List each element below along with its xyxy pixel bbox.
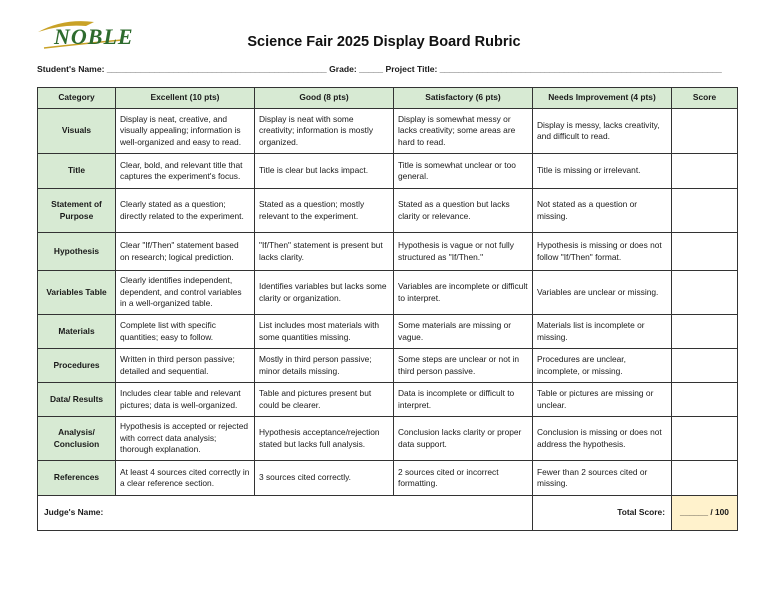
cell-good: Identifies variables but lacks some clarity or organization. [255,271,394,315]
judge-name-label[interactable]: Judge's Name: [38,496,533,531]
score-cell[interactable] [672,154,738,189]
column-header-good: Good (8 pts) [255,88,394,109]
row-category: Statement of Purpose [38,189,116,233]
table-row [38,349,738,383]
logo-text: NOBLE [54,24,134,49]
table-row [38,315,738,349]
cell-satisfactory: Variables are incomplete or difficult to interpret. [394,271,533,315]
cell-excellent: Includes clear table and relevant pictures; data is well-organized. [116,383,255,417]
score-cell[interactable] [672,189,738,233]
cell-excellent: At least 4 sources cited correctly in a clear reference section. [116,461,255,496]
cell-satisfactory: Some steps are unclear or not in third person passive. [394,349,533,383]
cell-good: Display is neat with some creativity; information is mostly organized. [255,109,394,154]
score-cell[interactable] [672,271,738,315]
cell-excellent: Display is neat, creative, and visually appealing; information is well-organized and easy to read. [116,109,255,154]
cell-excellent: Clear "If/Then" statement based on research; logical prediction. [116,233,255,271]
cell-good: List includes most materials with some quantities missing. [255,315,394,349]
cell-needs-improvement: Materials list is incomplete or missing. [533,315,672,349]
cell-excellent: Hypothesis is accepted or rejected with correct data analysis; thorough explanation. [116,417,255,461]
cell-good: Stated as a question; mostly relevant to the experiment. [255,189,394,233]
cell-satisfactory: Title is somewhat unclear or too general. [394,154,533,189]
cell-good: Hypothesis acceptance/rejection stated but lacks full analysis. [255,417,394,461]
cell-excellent: Clearly identifies independent, dependent, and control variables in a well-organized table. [116,271,255,315]
score-cell[interactable] [672,349,738,383]
row-category: Procedures [38,349,116,383]
cell-needs-improvement: Display is messy, lacks creativity, and difficult to read. [533,109,672,154]
score-cell[interactable] [672,233,738,271]
table-row [38,417,738,461]
cell-needs-improvement: Variables are unclear or missing. [533,271,672,315]
row-category: Variables Table [38,271,116,315]
cell-needs-improvement: Hypothesis is missing or does not follow "If/Then" format. [533,233,672,271]
cell-good: Mostly in third person passive; minor details missing. [255,349,394,383]
page-title: Science Fair 2025 Display Board Rubric [247,34,521,50]
cell-good: Table and pictures present but could be clearer. [255,383,394,417]
cell-satisfactory: Data is incomplete or difficult to interpret. [394,383,533,417]
table-row [38,383,738,417]
total-score-field[interactable]: ______ / 100 [672,496,738,531]
table-row [38,461,738,496]
score-cell[interactable] [672,461,738,496]
table-row [38,271,738,315]
score-cell[interactable] [672,383,738,417]
cell-satisfactory: Display is somewhat messy or lacks creativity; some areas are hard to read. [394,109,533,154]
cell-excellent: Clearly stated as a question; directly related to the experiment. [116,189,255,233]
row-category: References [38,461,116,496]
cell-needs-improvement: Title is missing or irrelevant. [533,154,672,189]
cell-good: "If/Then" statement is present but lacks clarity. [255,233,394,271]
cell-needs-improvement: Table or pictures are missing or unclear. [533,383,672,417]
score-cell[interactable] [672,109,738,154]
header-row [38,88,738,109]
row-category: Data/ Results [38,383,116,417]
cell-satisfactory: 2 sources cited or incorrect formatting. [394,461,533,496]
row-category: Hypothesis [38,233,116,271]
total-score-label: Total Score: [533,496,672,531]
score-cell[interactable] [672,417,738,461]
cell-needs-improvement: Conclusion is missing or does not address the hypothesis. [533,417,672,461]
cell-satisfactory: Hypothesis is vague or not fully structured as "If/Then." [394,233,533,271]
row-category: Materials [38,315,116,349]
table-row [38,109,738,154]
column-header-needs-improvement: Needs Improvement (4 pts) [533,88,672,109]
cell-satisfactory: Stated as a question but lacks clarity or relevance. [394,189,533,233]
row-category: Visuals [38,109,116,154]
cell-excellent: Written in third person passive; detailed and sequential. [116,349,255,383]
cell-satisfactory: Conclusion lacks clarity or proper data support. [394,417,533,461]
cell-needs-improvement: Fewer than 2 sources cited or missing. [533,461,672,496]
cell-excellent: Complete list with specific quantities; easy to follow. [116,315,255,349]
column-header-excellent: Excellent (10 pts) [116,88,255,109]
row-category: Title [38,154,116,189]
footer-row [38,496,738,531]
rubric-table [37,87,738,531]
column-header-score: Score [672,88,738,109]
cell-good: Title is clear but lacks impact. [255,154,394,189]
table-row [38,154,738,189]
table-row [38,189,738,233]
cell-needs-improvement: Not stated as a question or missing. [533,189,672,233]
score-cell[interactable] [672,315,738,349]
row-category: Analysis/ Conclusion [38,417,116,461]
column-header-category: Category [38,88,116,109]
student-info-line: Student's Name: ______________________________________________ Grade: _____ Project Title: ___________________________________________________________ [37,64,722,74]
cell-needs-improvement: Procedures are unclear, incomplete, or missing. [533,349,672,383]
column-header-satisfactory: Satisfactory (6 pts) [394,88,533,109]
cell-excellent: Clear, bold, and relevant title that captures the experiment's focus. [116,154,255,189]
table-row [38,233,738,271]
cell-good: 3 sources cited correctly. [255,461,394,496]
cell-satisfactory: Some materials are missing or vague. [394,315,533,349]
